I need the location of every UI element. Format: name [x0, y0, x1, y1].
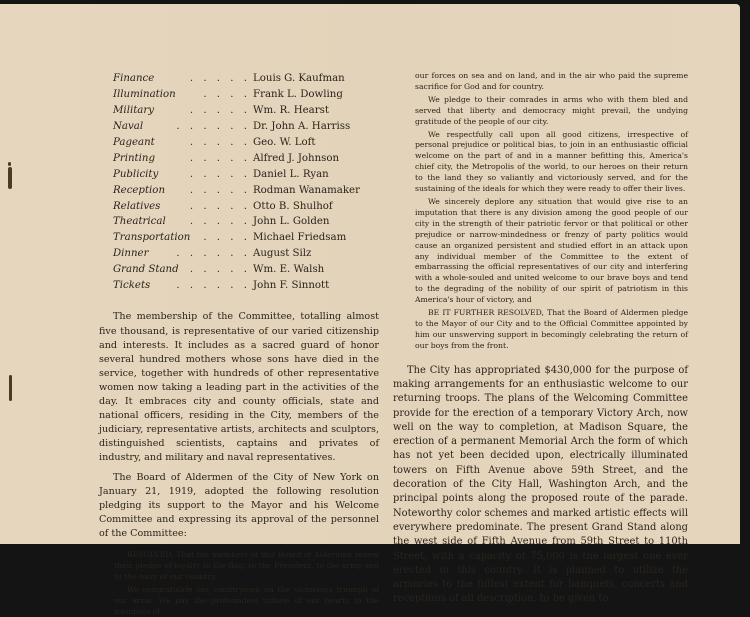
- binding-staple-bottom: [9, 375, 12, 401]
- committee-name: [113, 216, 253, 227]
- committee-chair: Rodman Wanamaker: [253, 184, 360, 196]
- resolution-block-left: [99, 550, 379, 617]
- resolution-block-right: [415, 71, 688, 352]
- committee-name: [113, 89, 253, 100]
- committee-chair: Louis G. Kaufman: [253, 73, 345, 85]
- committee-name: [113, 121, 253, 132]
- committee-name-label: Military: [113, 105, 154, 117]
- resolution-paragraph: We pledge to their comrades in arms who with them bled and served that liberty and democracy might prevail, the undying gratitude of the people of our city.: [415, 94, 688, 126]
- committee-name-label: Relatives: [113, 200, 161, 212]
- committee-name-label: Printing: [113, 152, 155, 164]
- committee-row: [113, 166, 379, 182]
- committee-chair: Frank L. Dowling: [253, 89, 343, 101]
- binding-staple-top: [8, 167, 12, 189]
- committee-chair: John L. Golden: [253, 216, 330, 228]
- committee-row: [113, 246, 379, 262]
- resolution-paragraph: BE IT FURTHER RESOLVED, That the Board of Aldermen pledge to the Mayor of our City and to the Official Committee appointed by him our unswerving support in becomingly celebrating the return of our boys from the front.: [415, 308, 688, 350]
- committee-row: [113, 198, 379, 214]
- committee-chair: Wm. E. Walsh: [253, 264, 325, 276]
- left-column: [99, 71, 379, 617]
- committee-name: [113, 137, 253, 148]
- committee-row: [113, 278, 379, 294]
- leader-dots: . . . . . .: [176, 121, 247, 133]
- leader-dots: . . . . .: [189, 184, 247, 196]
- right-column: [393, 71, 688, 607]
- committee-chair: Wm. R. Hearst: [253, 105, 329, 117]
- committee-name: [113, 264, 253, 275]
- aldermen-paragraph: The Board of Aldermen of the City of New York on January 21, 1919, adopted the following resolution pledging its support to the Mayor and his Welcome Committee and expressing its approval of the personnel of the Committee:: [99, 471, 379, 539]
- leader-dots: . . . .: [203, 89, 247, 101]
- committee-chair: Geo. W. Loft: [253, 137, 316, 148]
- committee-name-label: Finance: [113, 73, 155, 85]
- committee-name: [113, 232, 253, 243]
- resolution-paragraph: We congratulate our countrymen on the victorious triumph of our arms. We pay the profoundest tribute of our hearts to the members of: [114, 584, 379, 616]
- committee-name: [113, 73, 253, 84]
- leader-dots: . . . . .: [189, 216, 247, 228]
- committee-chair: Alfred J. Johnson: [253, 152, 340, 164]
- resolution-paragraph: We respectfully call upon all good citizens, irrespective of personal prejudice or political bias, to join in an enthusiastic official welcome on the part of and in a manner befitting this, America's chief city, the Metropolis of the world, to our heroes on their return to the land they so valiantly and victoriously served, and for the sustaining of the ideals for which they were ready to offer their lives.: [415, 129, 688, 194]
- leader-dots: . . . . . .: [176, 280, 247, 292]
- committee-name-label: Grand Stand: [113, 264, 179, 276]
- binding-hole-top: [8, 162, 11, 166]
- committee-name: [113, 248, 253, 259]
- committee-chair: Dr. John A. Harriss: [253, 121, 351, 133]
- committee-name: [113, 280, 253, 291]
- committee-name-label: Reception: [113, 184, 166, 196]
- committee-name-label: Dinner: [113, 248, 149, 260]
- committee-row: [113, 182, 379, 198]
- leader-dots: . . . . . .: [176, 248, 247, 260]
- committee-chair: Daniel L. Ryan: [253, 168, 329, 180]
- resolution-paragraph: We sincerely deplore any situation that would give rise to an imputation that there is any division among the good people of our city in the strength of their patriotic fervor or that political or other prejudice or narrow-mindedness or frenzy of party politics would cause an organized persistent and studied effort in an attack upon any individual member of the Committee to the extent of embarrassing the official representatives of our city and interfering with a whole-souled and united welcome to our brave boys and tend to the degrading of the nobility of our spirit of patriotism in this America's hour of victory, and: [415, 196, 688, 305]
- committee-row: [113, 262, 379, 278]
- committee-row: [113, 119, 379, 135]
- appropriation-paragraph: The City has appropriated $430,000 for the purpose of making arrangements for an enthusiastic welcome to our returning troops. The plans of the Welcoming Committee provide for the erection of a temporary Victory Arch, now well on the way to completion, at Madison Square, the erection of a permanent Memorial Arch the form of which has not yet been decided upon, electrically illuminated towers on Fifth Avenue above 59th Street, and the decoration of the City Hall, Washington Arch, and the principal points along the proposed route of the parade. Noteworthy color schemes and marked artistic effects will everywhere predominate. The present Grand Stand along the west side of Fifth Avenue from 59th Street to 110th Street, with a capacity of 75,000 is the largest one ever erected in this country. It is planned to utilize the armories to the fullest extent for banquets, concerts and receptions of all description, to be given to: [393, 364, 688, 605]
- committee-name-label: Publicity: [113, 168, 159, 180]
- committee-name: [113, 185, 253, 196]
- document-page: [0, 4, 740, 616]
- leader-dots: . . . . .: [189, 73, 247, 85]
- committee-row: [113, 103, 379, 119]
- committee-name: [113, 105, 253, 116]
- leader-dots: . . . . .: [189, 200, 247, 212]
- committee-name-label: Naval: [113, 121, 144, 133]
- resolution-continuation: our forces on sea and on land, and in the air who paid the supreme sacrifice for God and for country.: [415, 71, 688, 91]
- leader-dots: . . . . .: [189, 152, 247, 164]
- committee-chair: Otto B. Shulhof: [253, 200, 333, 212]
- committee-row: [113, 71, 379, 87]
- committee-name-label: Theatrical: [113, 216, 166, 228]
- committee-chair: John F. Sinnott: [253, 280, 330, 292]
- committee-name-label: Tickets: [113, 280, 151, 292]
- committee-name-label: Transportation: [113, 232, 191, 244]
- committee-row: [113, 230, 379, 246]
- committee-name: [113, 201, 253, 212]
- committee-row: [113, 150, 379, 166]
- leader-dots: . . . .: [203, 232, 247, 244]
- leader-dots: . . . . .: [189, 105, 247, 117]
- leader-dots: . . . . .: [189, 264, 247, 276]
- committee-row: [113, 214, 379, 230]
- committee-chair: Michael Friedsam: [253, 232, 347, 244]
- membership-paragraph: The membership of the Committee, totalling almost five thousand, is representative of our varied citizenship and interests. It includes as a sacred guard of honor several hundred mothers whose sons have died in the service, together with hundreds of other representative women now taking a leading part in the activities of the day. It embraces city and county officials, state and national officers, residing in the City, members of the judiciary, representative artists, architects and sculptors, distinguished scientists, captains and privates of industry, and military and naval representatives.: [99, 311, 379, 464]
- committee-chair: August Silz: [253, 248, 312, 260]
- committee-name: [113, 153, 253, 164]
- leader-dots: . . . . .: [189, 137, 247, 148]
- committee-name: [113, 169, 253, 180]
- committee-list: [113, 71, 379, 293]
- leader-dots: . . . . .: [189, 168, 247, 180]
- committee-name-label: Illumination: [113, 89, 176, 101]
- committee-row: [113, 135, 379, 151]
- committee-row: [113, 87, 379, 103]
- resolution-paragraph: RESOLVED, That the members of this Board of Aldermen renew their pledge of loyalty to the flag, to the President, to the army and to the navy of our country.: [114, 549, 379, 581]
- committee-name-label: Pageant: [113, 137, 155, 148]
